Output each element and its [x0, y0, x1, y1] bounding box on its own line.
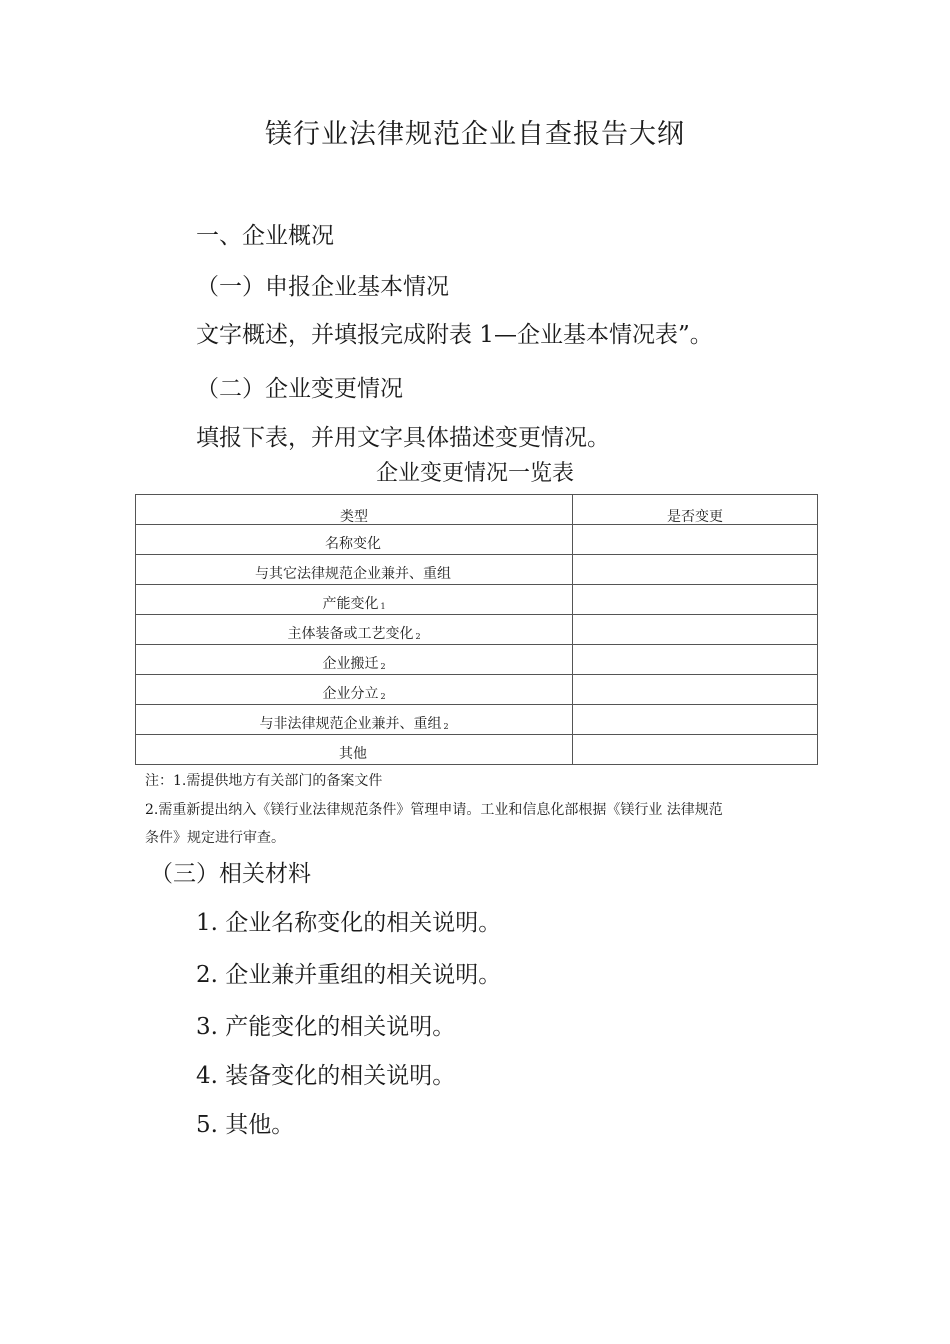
- footnote-mark: 2: [380, 692, 386, 701]
- row-changed-cell[interactable]: [573, 675, 818, 705]
- row-changed-cell[interactable]: [573, 525, 818, 555]
- header-changed: 是否变更: [573, 495, 818, 525]
- row-type-label: 企业分立: [322, 686, 379, 702]
- row-type-cell: [136, 585, 573, 615]
- row-type-label: 企业搬迁: [322, 656, 379, 672]
- list-item: 1. 企业名称变化的相关说明。: [196, 910, 502, 936]
- changes-table: [135, 494, 818, 765]
- table-note: 条件》规定进行审查。: [145, 830, 285, 846]
- row-type-label: 与其它法律规范企业兼并、重组: [255, 566, 451, 582]
- paragraph-changes: 填报下表，并用文字具体描述变更情况。: [196, 425, 610, 451]
- table-row: [136, 525, 818, 555]
- row-type-label: 名称变化: [325, 536, 381, 552]
- footnote-mark: 2: [443, 722, 449, 731]
- table-note: 注：1.需提供地方有关部门的备案文件: [145, 773, 383, 789]
- row-changed-cell[interactable]: [573, 645, 818, 675]
- table-row: [136, 585, 818, 615]
- row-type-cell: [136, 675, 573, 705]
- table-row: [136, 555, 818, 585]
- table-header-row: [136, 495, 818, 525]
- header-type: 类型: [136, 495, 573, 525]
- row-type-label: 产能变化: [322, 596, 379, 612]
- list-item: 3. 产能变化的相关说明。: [196, 1014, 456, 1040]
- footnote-mark: 1: [380, 602, 386, 611]
- row-type-label: 主体装备或工艺变化: [287, 626, 414, 642]
- table-row: [136, 675, 818, 705]
- row-type-label: 其他: [339, 746, 367, 762]
- footnote-mark: 2: [380, 662, 386, 671]
- subsection-heading-basic-info: （一）申报企业基本情况: [196, 274, 449, 300]
- row-type-cell: [136, 735, 573, 765]
- row-type-cell: [136, 645, 573, 675]
- section-heading-overview: 一、企业概况: [196, 223, 334, 249]
- footnote-mark: 2: [415, 632, 421, 641]
- row-changed-cell[interactable]: [573, 585, 818, 615]
- table-row: [136, 615, 818, 645]
- row-type-cell: [136, 705, 573, 735]
- table-row: [136, 735, 818, 765]
- table-caption: 企业变更情况一览表: [375, 461, 574, 486]
- table-row: [136, 705, 818, 735]
- row-changed-cell[interactable]: [573, 735, 818, 765]
- row-changed-cell[interactable]: [573, 705, 818, 735]
- list-item: 5. 其他。: [196, 1112, 295, 1138]
- paragraph-basic-info: 文字概述，并填报完成附表 1—企业基本情况表”。: [196, 322, 713, 348]
- subsection-heading-changes: （二）企业变更情况: [196, 376, 403, 402]
- document-title: 镁行业法律规范企业自查报告大纲: [265, 119, 685, 150]
- row-type-cell: [136, 525, 573, 555]
- row-type-cell: [136, 615, 573, 645]
- row-type-cell: [136, 555, 573, 585]
- table-row: [136, 645, 818, 675]
- row-type-label: 与非法律规范企业兼并、重组: [259, 716, 442, 732]
- subsection-heading-materials: （三）相关材料: [150, 861, 311, 887]
- row-changed-cell[interactable]: [573, 555, 818, 585]
- list-item: 2. 企业兼并重组的相关说明。: [196, 962, 502, 988]
- list-item: 4. 装备变化的相关说明。: [196, 1063, 456, 1089]
- table-note: 2.需重新提出纳入《镁行业法律规范条件》管理申请。工业和信息化部根据《镁行业 法律规范: [145, 802, 723, 818]
- row-changed-cell[interactable]: [573, 615, 818, 645]
